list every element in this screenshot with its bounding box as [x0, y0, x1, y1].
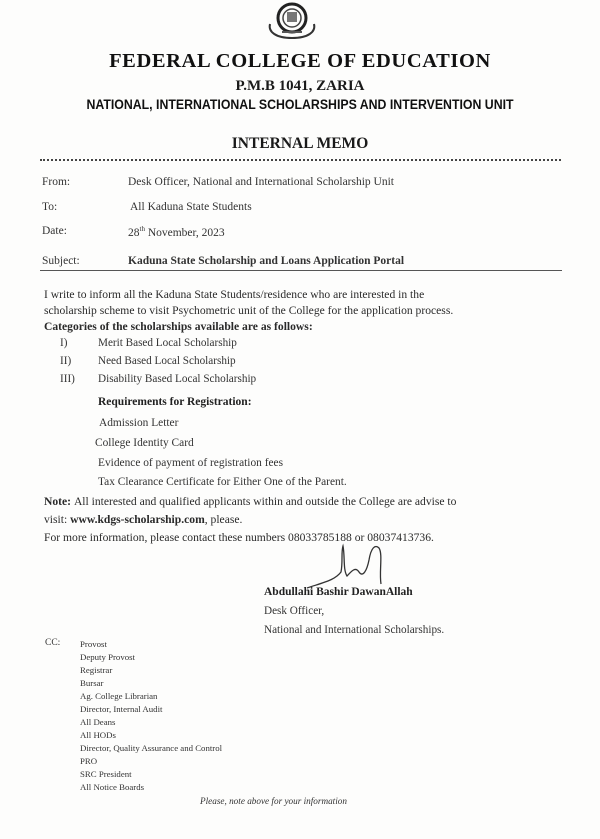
college-crest-icon [262, 2, 322, 40]
institution-name: FEDERAL COLLEGE OF EDUCATION [109, 50, 491, 72]
subject-divider [40, 270, 562, 271]
to-label: To: [42, 201, 58, 213]
to-value: All Kaduna State Students [130, 201, 252, 213]
cc-recipient: All Notice Boards [80, 782, 145, 792]
requirements-heading: Requirements for Registration: [98, 396, 252, 408]
cc-recipient: Bursar [80, 678, 104, 688]
cc-recipient: All HODs [80, 730, 116, 740]
requirement-item: Admission Letter [99, 417, 179, 429]
signature-icon [305, 542, 400, 592]
cc-recipient: All Deans [80, 717, 116, 727]
category-number: I) [60, 337, 68, 349]
signer-name: Abdullahi Bashir DawanAllah [264, 586, 413, 598]
date-value: 28th November, 2023 [128, 225, 225, 239]
cc-recipient: SRC President [80, 769, 132, 779]
footer-note: Please, note above for your information [200, 796, 347, 806]
date-label: Date: [42, 225, 67, 237]
categories-heading: Categories of the scholarships available are as follows: [44, 320, 313, 333]
subject-value: Kaduna State Scholarship and Loans Application Portal [128, 255, 405, 267]
intro-line-1: I write to inform all the Kaduna State Students/residence who are interested in the [44, 288, 425, 301]
cc-recipient: Ag. College Librarian [80, 691, 158, 701]
category-number: II) [60, 355, 72, 367]
cc-recipient: Director, Quality Assurance and Control [80, 743, 223, 753]
category-text: Need Based Local Scholarship [98, 355, 236, 367]
cc-recipient: PRO [80, 756, 98, 766]
cc-recipient: Deputy Provost [80, 652, 135, 662]
header-divider [40, 159, 561, 161]
category-text: Disability Based Local Scholarship [98, 373, 257, 385]
intro-line-2: scholarship scheme to visit Psychometric unit of the College for the application process. [44, 304, 454, 317]
signer-department: National and International Scholarships. [264, 624, 445, 636]
website-link[interactable]: www.kdgs-scholarship.com [70, 513, 205, 526]
requirement-item: College Identity Card [95, 437, 194, 449]
category-text: Merit Based Local Scholarship [98, 337, 237, 349]
subject-label: Subject: [42, 255, 80, 267]
cc-recipient: Director, Internal Audit [80, 704, 163, 714]
cc-recipient: Registrar [80, 665, 113, 675]
memo-title: INTERNAL MEMO [231, 135, 369, 152]
cc-recipient: Provost [80, 639, 107, 649]
from-label: From: [42, 176, 71, 188]
contact-line: For more information, please contact these numbers 08033785188 or 08037413736. [44, 531, 434, 544]
category-number: III) [60, 373, 75, 385]
signer-title: Desk Officer, [264, 605, 325, 617]
note-line-1: Note: All interested and qualified applicants within and outside the College are advise to [44, 495, 457, 508]
requirement-item: Tax Clearance Certificate for Either One of the Parent. [98, 476, 347, 488]
cc-label: CC: [45, 638, 61, 648]
unit-name: NATIONAL, INTERNATIONAL SCHOLARSHIPS AND INTERVENTION UNIT [86, 97, 514, 112]
note-line-2: visit: www.kdgs-scholarship.com, please. [44, 513, 243, 526]
requirement-item: Evidence of payment of registration fees [98, 457, 284, 469]
from-value: Desk Officer, National and International Scholarship Unit [128, 176, 394, 188]
institution-address: P.M.B 1041, ZARIA [235, 78, 365, 94]
